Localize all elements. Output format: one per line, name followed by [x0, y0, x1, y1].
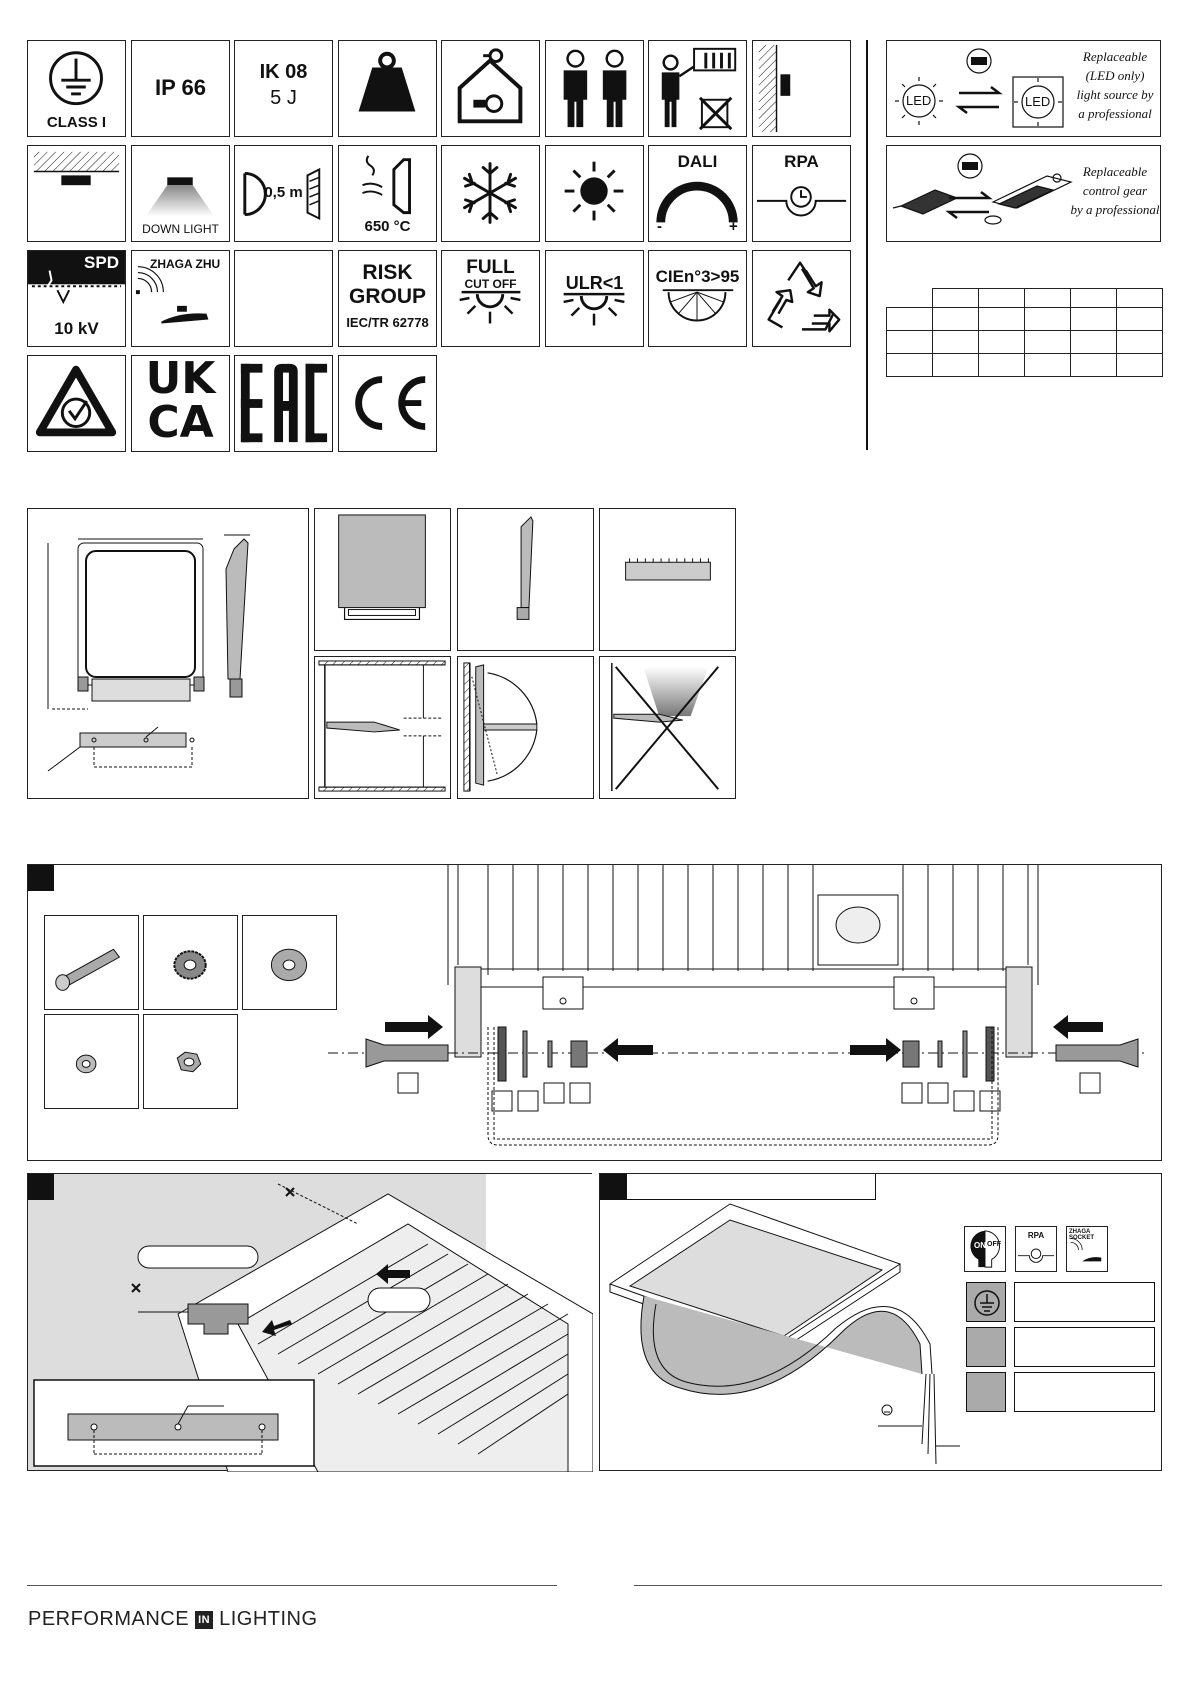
- cie-flux-code-icon: [648, 250, 747, 347]
- ulr-icon: [545, 250, 644, 347]
- step-2-panel: [27, 1173, 592, 1471]
- wall-clearance-view: [314, 656, 451, 799]
- dali-dimming-icon: [648, 145, 747, 242]
- min-distance-icon: [234, 145, 333, 242]
- part-serrated-washer: [143, 915, 238, 1010]
- orientation-front-view: [314, 508, 451, 651]
- recycle-icon: [752, 250, 851, 347]
- ukca-line1: UK: [145, 355, 216, 404]
- ceiling-mount-icon: [27, 145, 126, 242]
- rpa-label: RPA: [784, 152, 819, 171]
- snowflake-icon: [441, 145, 540, 242]
- zhaga-socket-label: ZHAGA SOCKET: [1069, 1229, 1095, 1241]
- table-row: [887, 289, 1163, 308]
- tilt-angle-view: [457, 656, 594, 799]
- step-1-panel: [27, 864, 1162, 1161]
- risk-label-line1: RISK: [362, 261, 413, 284]
- brand-in: IN: [195, 1611, 213, 1629]
- glow-wire-label: 650 °C: [364, 218, 411, 235]
- ik-label-line2: 5 J: [270, 87, 297, 109]
- ip66-icon: [131, 40, 230, 137]
- rpa-icon: [752, 145, 851, 242]
- zhaga-socket-icon: [1066, 1226, 1108, 1272]
- spd-label: SPD: [84, 253, 119, 272]
- class-1-icon: [27, 40, 126, 137]
- section-divider: [866, 40, 868, 450]
- replaceable-light-source-text: Replaceable (LED only) light source by a professional: [1076, 49, 1154, 121]
- dali-label: DALI: [677, 152, 718, 171]
- ulr-label: ULR<1: [565, 273, 624, 293]
- distance-label: 0,5 m: [264, 184, 303, 201]
- earth-wire-field: [1014, 1282, 1155, 1322]
- empty-icon-slot: [234, 250, 333, 347]
- led-label-old: LED: [906, 93, 932, 108]
- two-person-install-icon: [545, 40, 644, 137]
- dimensions-drawing: [27, 508, 309, 799]
- footer-rule-right: [634, 1585, 1162, 1586]
- live-wire-swatch: [966, 1327, 1006, 1367]
- on-off-icon: [964, 1226, 1006, 1272]
- spd-kv-label: 10 kV: [54, 319, 99, 338]
- orientation-side-view: [457, 508, 594, 651]
- spec-table: [886, 288, 1163, 377]
- not-allowed-downward-view: [599, 656, 736, 799]
- zhaga-label: ZHAGA ZHU: [150, 257, 221, 271]
- full-cut-off-icon: [441, 250, 540, 347]
- wall-mount-icon: [752, 40, 851, 137]
- rpa-small-icon: [1015, 1226, 1057, 1272]
- zhaga-icon: [131, 250, 230, 347]
- eac-mark-icon: [234, 355, 333, 452]
- on-label: ON: [974, 1241, 986, 1250]
- dali-plus: +: [729, 218, 738, 235]
- part-spring-washer: [44, 1014, 139, 1109]
- footer-rule-left: [27, 1585, 557, 1586]
- sun-heat-icon: [545, 145, 644, 242]
- rcm-mark-icon: [27, 355, 126, 452]
- replaceable-control-gear-panel: [886, 145, 1161, 242]
- downlight-label: DOWN LIGHT: [142, 222, 219, 236]
- ik08-icon: [234, 40, 333, 137]
- rpa-small-label: RPA: [1027, 1231, 1045, 1240]
- glow-wire-icon: [338, 145, 437, 242]
- replaceable-control-gear-text: Replaceable control gear by a professional: [1070, 164, 1160, 217]
- part-screw: [44, 915, 139, 1010]
- led-label-new: LED: [1025, 94, 1051, 109]
- earth-wire-swatch: [966, 1282, 1006, 1322]
- table-row: [887, 307, 1163, 330]
- step-3-panel: [599, 1173, 1162, 1471]
- cut-off-label: CUT OFF: [464, 277, 517, 291]
- weight-icon: [338, 40, 437, 137]
- brand-right: LIGHTING: [219, 1608, 318, 1630]
- brand-left: PERFORMANCE: [28, 1608, 190, 1630]
- weee-disposal-icon: [648, 40, 747, 137]
- orientation-top-view: [599, 508, 736, 651]
- table-row: [887, 330, 1163, 353]
- neutral-wire-swatch: [966, 1372, 1006, 1412]
- spd-surge-icon: [27, 250, 126, 347]
- live-wire-field: [1014, 1327, 1155, 1367]
- table-row: [887, 353, 1163, 376]
- ukca-mark-icon: [131, 355, 230, 452]
- indoor-use-icon: [441, 40, 540, 137]
- part-hex-nut: [143, 1014, 238, 1109]
- downlight-icon: [131, 145, 230, 242]
- ukca-line2: CA: [147, 397, 214, 448]
- class-1-label: CLASS I: [46, 114, 107, 131]
- risk-group-icon: [338, 250, 437, 347]
- neutral-wire-field: [1014, 1372, 1155, 1412]
- part-flat-washer: [242, 915, 337, 1010]
- cie-label: CIEn°3>95: [655, 267, 740, 286]
- ip-label: IP 66: [155, 75, 206, 100]
- full-label: FULL: [466, 257, 515, 278]
- risk-standard: IEC/TR 62778: [346, 315, 429, 330]
- off-label: OFF: [987, 1241, 1001, 1248]
- brand-logo: [28, 1608, 318, 1631]
- dali-minus: -: [657, 218, 662, 235]
- risk-label-line2: GROUP: [348, 285, 426, 308]
- ik-label-line1: IK 08: [259, 61, 308, 83]
- replaceable-light-source-panel: [886, 40, 1161, 137]
- ce-mark-icon: [338, 355, 437, 452]
